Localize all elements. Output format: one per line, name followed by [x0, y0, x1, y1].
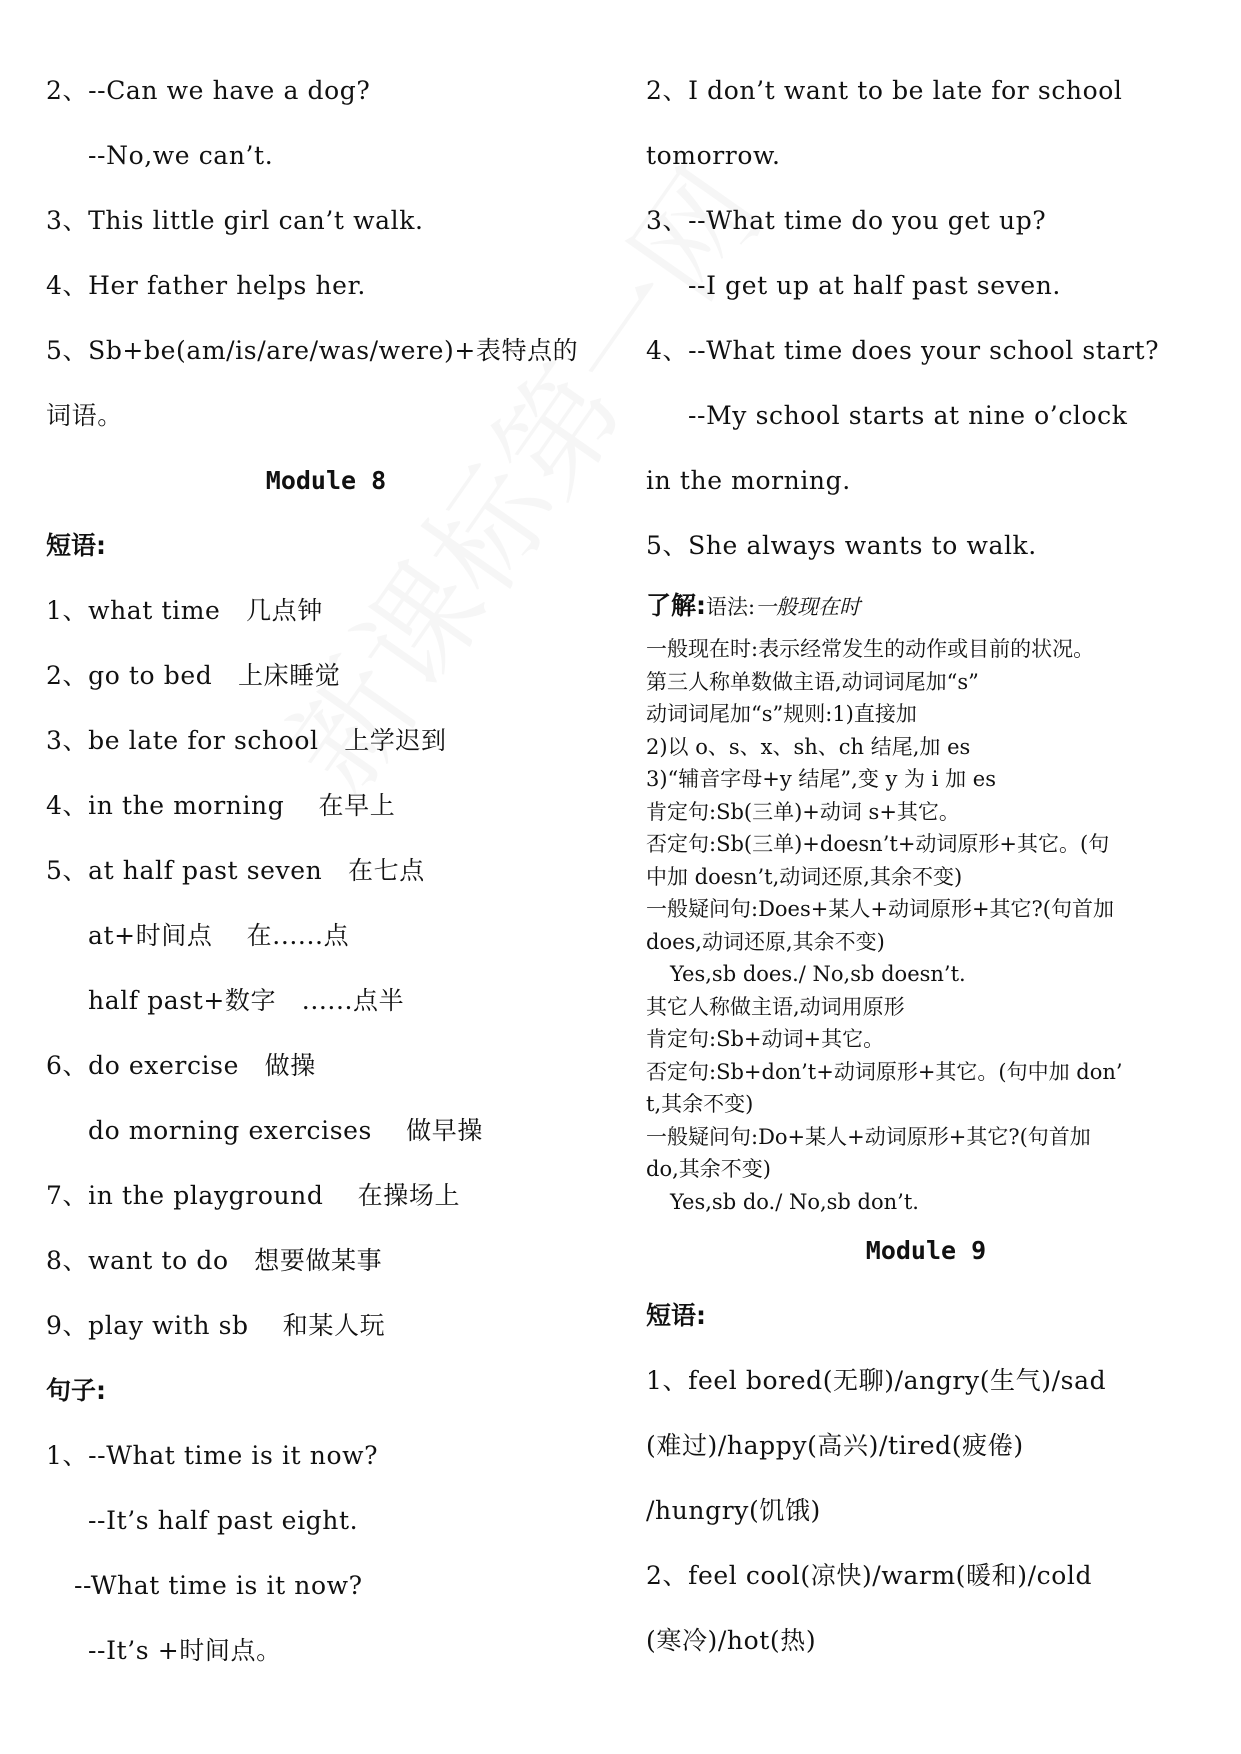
- phrase-item: do morning exercises 做早操: [88, 1116, 483, 1145]
- phrase-item: 6、do exercise 做操: [46, 1051, 316, 1080]
- phrase-item: 2、feel cool(凉快)/warm(暖和)/cold: [646, 1561, 1093, 1590]
- text-line: tomorrow.: [646, 141, 781, 170]
- text-line: --My school starts at nine o’clock: [688, 401, 1128, 430]
- grammar-line: 否定句:Sb+don’t+动词原形+其它。(句中加 don’: [646, 1059, 1123, 1084]
- grammar-line: Yes,sb do./ No,sb don’t.: [670, 1189, 919, 1214]
- sentence-item: --What time is it now?: [74, 1571, 363, 1600]
- grammar-line: 2)以 o、s、x、sh、ch 结尾,加 es: [646, 734, 971, 759]
- grammar-line: 其它人称做主语,动词用原形: [646, 994, 905, 1019]
- text-line: 5、Sb+be(am/is/are/was/were)+表特点的: [46, 336, 579, 365]
- phrase-item: (难过)/happy(高兴)/tired(疲倦): [646, 1431, 1024, 1460]
- phrase-item: 9、play with sb 和某人玩: [46, 1311, 386, 1340]
- text-line: --I get up at half past seven.: [688, 271, 1061, 300]
- phrase-item: at+时间点 在......点: [88, 921, 350, 950]
- text-line: 4、Her father helps her.: [46, 271, 366, 300]
- phrase-item: 1、feel bored(无聊)/angry(生气)/sad: [646, 1366, 1107, 1395]
- text-line: 4、--What time does your school start?: [646, 336, 1160, 365]
- text-line: 5、She always wants to walk.: [646, 531, 1037, 560]
- sentence-item: 1、--What time is it now?: [46, 1441, 379, 1470]
- text-line: 3、This little girl can’t walk.: [46, 206, 424, 235]
- phrase-item: 4、in the morning 在早上: [46, 791, 396, 820]
- module-9-title: Module 9: [865, 1236, 987, 1265]
- grammar-line: Yes,sb does./ No,sb doesn’t.: [670, 962, 966, 986]
- phrases-label: 短语:: [646, 1301, 706, 1330]
- text-line: 2、--Can we have a dog?: [46, 76, 371, 105]
- sentence-item: --It’s half past eight.: [88, 1506, 359, 1535]
- grammar-line: 一般现在时:表示经常发生的动作或目前的状况。: [646, 637, 1095, 661]
- grammar-topic: 一般现在时: [755, 595, 861, 619]
- grammar-line: 一般疑问句:Do+某人+动词原形+其它?(句首加: [646, 1124, 1091, 1149]
- sentences-label: 句子:: [46, 1376, 106, 1405]
- phrase-item: half past+数字 ......点半: [88, 986, 405, 1015]
- grammar-line: 否定句:Sb(三单)+doesn’t+动词原形+其它。(句: [646, 832, 1110, 856]
- grammar-line: t,其余不变): [646, 1092, 754, 1116]
- text-line: 3、--What time do you get up?: [646, 206, 1047, 235]
- grammar-heading: [646, 578, 1206, 633]
- grammar-line: do,其余不变): [646, 1157, 771, 1181]
- grammar-line: 动词词尾加“s”规则:1)直接加: [646, 702, 917, 726]
- grammar-prefix: 语法:: [706, 595, 756, 619]
- module-8-title: Module 8: [265, 466, 387, 495]
- phrase-item: 2、go to bed 上床睡觉: [46, 661, 341, 690]
- grammar-line: 第三人称单数做主语,动词词尾加“s”: [646, 669, 979, 694]
- phrase-item: 3、be late for school 上学迟到: [46, 726, 447, 755]
- text-line: in the morning.: [646, 466, 851, 495]
- phrase-item: 5、at half past seven 在七点: [46, 856, 425, 885]
- phrases-label: 短语:: [46, 531, 106, 560]
- grammar-line: 一般疑问句:Does+某人+动词原形+其它?(句首加: [646, 897, 1114, 921]
- grammar-line: does,动词还原,其余不变): [646, 929, 885, 954]
- phrase-item: 7、in the playground 在操场上: [46, 1181, 461, 1210]
- grammar-line: 肯定句:Sb+动词+其它。: [646, 1027, 885, 1051]
- text-line: --No,we can’t.: [88, 141, 274, 170]
- text-line: 2、I don’t want to be late for school: [646, 76, 1123, 105]
- sentence-item: --It’s +时间点。: [88, 1636, 282, 1665]
- phrase-item: 1、what time 几点钟: [46, 596, 323, 625]
- grammar-line: 肯定句:Sb(三单)+动词 s+其它。: [646, 799, 960, 824]
- grammar-label: 了解:: [646, 591, 706, 620]
- left-column: [46, 58, 606, 1683]
- right-column: [646, 58, 1206, 1673]
- grammar-line: 中加 doesn’t,动词还原,其余不变): [646, 864, 963, 889]
- grammar-line: 3)“辅音字母+y 结尾”,变 y 为 i 加 es: [646, 767, 996, 791]
- text-line: 词语。: [46, 401, 123, 430]
- phrase-item: (寒冷)/hot(热): [646, 1626, 817, 1655]
- phrase-item: /hungry(饥饿): [646, 1496, 821, 1525]
- phrase-item: 8、want to do 想要做某事: [46, 1246, 383, 1275]
